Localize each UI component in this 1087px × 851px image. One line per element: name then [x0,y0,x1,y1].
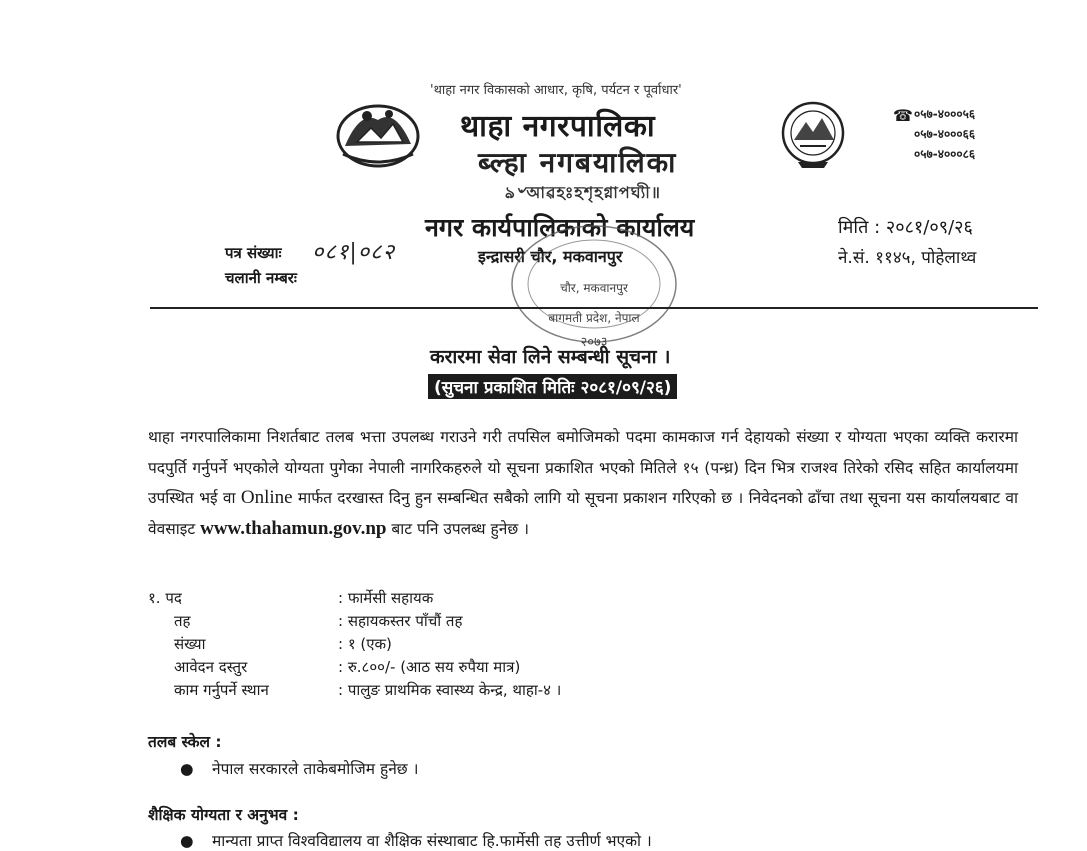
post-detail-row [148,588,848,611]
office-address: इन्द्रासरी चौर, मकवानपुर [478,247,623,266]
nepal-sambat-date: ने.सं. ११४५, पोहेलाथ्व [838,248,977,268]
org-name-script-sub: ঌ৺আৱহঃহশৃহগ্নাপঘ্যী॥ [505,183,661,202]
office-stamp [505,222,683,357]
post-details [148,588,848,703]
notice-body-text: बाट पनि उपलब्ध हुनेछ । [391,519,529,538]
post-detail-label: तह [174,612,191,630]
qualification-item [180,829,652,851]
post-detail-label: १. पद [148,589,182,607]
post-detail-row [148,680,848,703]
published-date-banner: (सुचना प्रकाशित मितिः २०८१/०९/२६) [428,374,677,399]
office-name: नगर कार्यपालिकाको कार्यालय [425,213,695,242]
notice-body-text: थाहा नगरपालिकामा निशर्तबाट तलब भत्ता उपलब्ध गराउने गरी तपसिल बमोजिमको पदमा कामकाज गर्न देहायको संख्या र योग्यता भएका व्यक्ति करारमा पदपुर्ति गर्नुपर्ने भएकोले योग्यता पुगेका नेपाली नागरिकहरुले यो सूचना प्रकाशित भएको मितिले १५ (पन्ध्र) दिन भित्र राजश्व तिरेको रसिद सहित कार्यालयमा उपस्थित भई वा [148,428,1018,507]
nepal-emblem [335,98,421,170]
bullet-icon: ● [180,832,194,850]
post-detail-value: : रु.८००/- (आठ सय रुपैया मात्र) [338,658,521,676]
phone-numbers [914,104,975,164]
ref-number-handwritten: ०८१|०८२ [312,240,396,265]
post-detail-row [148,634,848,657]
qualification-heading: शैक्षिक योग्यता र अनुभव : [148,806,299,824]
phone-number: ०५७-४०००६६ [914,127,976,141]
stamp-line: बागमती प्रदेश, नेपाल [548,311,640,325]
post-detail-value: : फार्मेसी सहायक [338,589,434,607]
org-name-script: ब्ल्हा नगबयालिका [478,146,678,179]
salary-scale-item [180,757,418,779]
salary-scale-heading: तलब स्केल : [148,733,222,751]
phone-number: ०५७-४०००५६ [914,107,976,121]
notice-body-text: मार्फत दरखास्त दिनु हुन सम्बन्धित सबैको लागि यो सूचना प्रकाशन गरिएको छ । निवेदनको ढाँचा तथा सूचना यस कार्यालयबाट वा वेवसाइट [148,489,1018,538]
qualification-text: मान्यता प्राप्त विश्वविद्यालय वा शैक्षिक संस्थाबाट हि.फार्मेसी तह उत्तीर्ण भएको । [212,832,652,850]
post-detail-label: काम गर्नुपर्ने स्थान [174,681,269,699]
salary-scale-text: नेपाल सरकारले ताकेबमोजिम हुनेछ । [212,760,419,778]
post-detail-row [148,611,848,634]
dispatch-number-label: चलानी नम्बरः [225,269,297,287]
stamp-line: २०७३ [580,335,608,350]
post-detail-value: : पालुङ प्राथमिक स्वास्थ्य केन्द्र, थाहा-४ । [338,681,562,699]
notice-title: करारमा सेवा लिने सम्बन्धी सूचना । [430,346,671,368]
bullet-icon: ● [180,760,194,778]
notice-body [148,422,1018,544]
letter-date: मिति : २०८१/०९/२६ [838,217,973,238]
municipality-seal [780,100,846,170]
post-detail-value: : १ (एक) [338,635,392,653]
header-divider [150,307,1038,309]
post-detail-label: आवेदन दस्तुर [174,658,248,676]
post-detail-row [148,657,848,680]
post-detail-label: संख्या [174,635,206,653]
org-name: थाहा नगरपालिका [460,109,656,144]
post-detail-value: : सहायकस्तर पाँचौं तह [338,612,463,630]
ref-number-label: पत्र संख्याः [225,244,282,262]
telephone-icon: ☎ [893,106,913,125]
stamp-line: चौर, मकवानपुर [560,281,628,295]
website-link[interactable]: www.thahamun.gov.np [200,517,387,539]
online-keyword: Online [240,487,293,508]
phone-number: ०५७-४०००८६ [914,147,976,161]
motto: 'थाहा नगर विकासको आधार, कृषि, पर्यटन र पूर्वाधार' [430,83,682,98]
